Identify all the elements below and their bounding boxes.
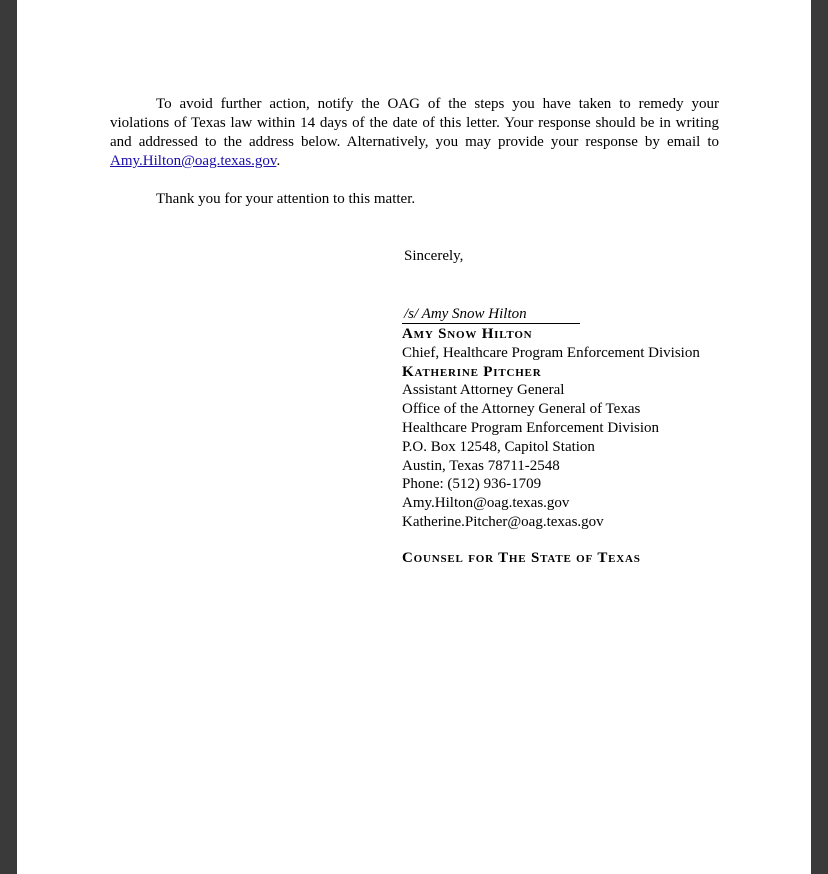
thanks-paragraph: Thank you for your attention to this matter. <box>156 191 416 207</box>
counsel-heading: Counsel for The State of Texas <box>402 550 641 566</box>
address-line: Assistant Attorney General <box>402 382 565 399</box>
signature-line: /s/ Amy Snow Hilton <box>402 305 580 324</box>
email-line: Amy.Hilton@oag.texas.gov <box>402 495 570 512</box>
paragraph-text: To avoid further action, notify the OAG of the steps you have taken to remedy your violations of Texas law within 14 days of the date of this letter. Your response should be in writing and addressed to the address below. Alternatively, you may provide your response by email to <box>110 96 719 150</box>
signature-block <box>402 325 700 532</box>
address-line: Healthcare Program Enforcement Division <box>402 419 659 436</box>
closing-salutation: Sincerely, <box>404 248 464 264</box>
email-link[interactable]: Amy.Hilton@oag.texas.gov <box>110 153 277 169</box>
document-page <box>17 0 811 874</box>
phone-line: Phone: (512) 936-1709 <box>402 476 542 493</box>
signer1-name: Amy Snow Hilton <box>402 326 533 342</box>
signer2-name: Katherine Pitcher <box>402 363 542 380</box>
paragraph-end: . <box>276 153 281 169</box>
signer1-title: Chief, Healthcare Program Enforcement Division <box>402 344 700 361</box>
address-line: Austin, Texas 78711-2548 <box>402 457 560 474</box>
body-paragraph <box>110 95 719 171</box>
address-line: Office of the Attorney General of Texas <box>402 401 641 418</box>
address-line: P.O. Box 12548, Capitol Station <box>402 438 595 455</box>
email-line: Katherine.Pitcher@oag.texas.gov <box>402 513 604 530</box>
